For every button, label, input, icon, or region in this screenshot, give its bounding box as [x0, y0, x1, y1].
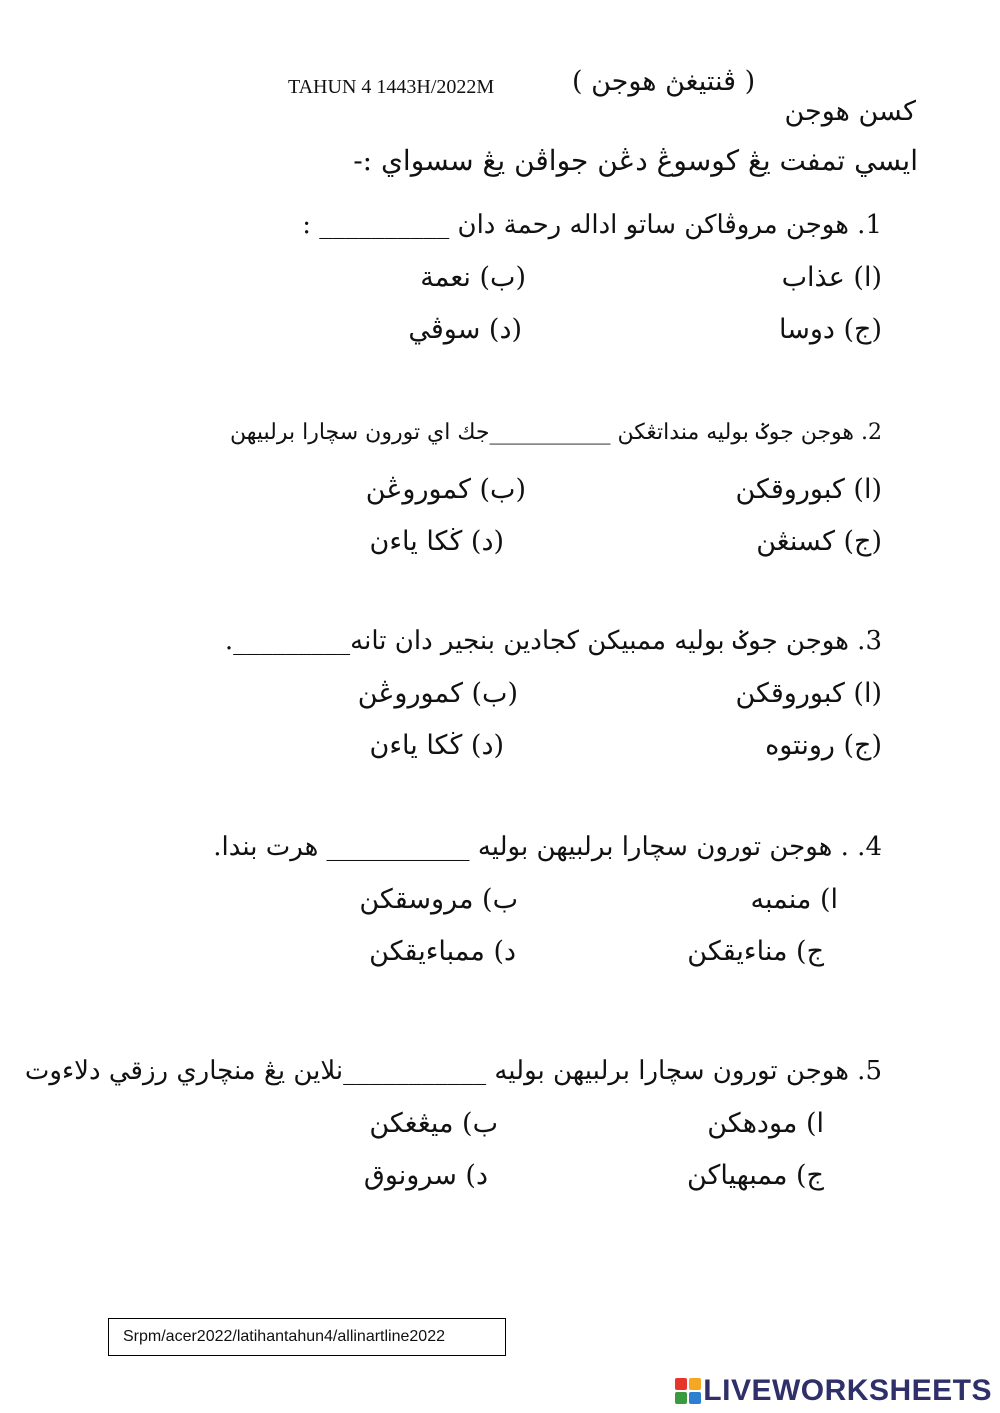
liveworksheets-brand[interactable] — [675, 1374, 992, 1408]
question-5-text: 5. هوجن تورون سچارا برلبيهن بوليه ___________نلاين يڠ منچاري رزقي دلاءوت — [24, 1056, 882, 1086]
class-year-label: TAHUN 4 1443H/2022M — [288, 76, 495, 98]
question-4-option-d[interactable]: د) ممباءيقكن — [369, 936, 516, 967]
question-3-option-c[interactable]: (ج) رونتوه — [765, 730, 882, 761]
question-1-option-d[interactable]: (د) سوڤي — [408, 314, 522, 345]
question-4-option-c[interactable]: ج) مناءيقكن — [687, 936, 824, 967]
question-4-option-a[interactable]: ا) منمبه — [750, 884, 838, 915]
question-2-option-b[interactable]: (ب) كموروڠن — [365, 474, 526, 505]
question-2-option-a[interactable]: (ا) كبوروقكن — [735, 474, 882, 505]
question-1-option-c[interactable]: (ج) دوسا — [779, 314, 882, 345]
question-4-text: 4. . هوجن تورون سچارا برلبيهن بوليه ___________ هرت بندا. — [213, 832, 882, 862]
subject-label: كسن هوجن — [784, 96, 916, 127]
question-2-option-d[interactable]: (د) ڬكا ياءن — [369, 526, 504, 557]
question-1-option-a[interactable]: (ا) عذاب — [781, 262, 882, 293]
question-3-text: 3. هوجن جوݢ بوليه ممبيكن كجادين بنجير دان تانه_________. — [224, 626, 882, 656]
question-1-text: 1. هوجن مروڤاكن ساتو اداله رحمة دان __________ : — [302, 210, 882, 240]
question-4-option-b[interactable]: ب) مروسقكن — [359, 884, 518, 915]
question-2-option-c[interactable]: (ج) كسنڠن — [756, 526, 882, 557]
question-3-option-d[interactable]: (د) ڬكا ياءن — [369, 730, 504, 761]
reference-box — [108, 1318, 506, 1356]
question-5-option-c[interactable]: ج) ممبهياكن — [687, 1160, 824, 1191]
question-5-option-a[interactable]: ا) مودهكن — [707, 1108, 824, 1139]
reference-text: Srpm/acer2022/latihantahun4/allinartline2022 — [123, 1328, 445, 1345]
question-2-text: 2. هوجن جوݢ بوليه منداتڠكن ___________جك اي تورون سچارا برلبيهن — [229, 420, 882, 445]
question-1-option-b[interactable]: (ب) نعمة — [420, 262, 526, 293]
liveworksheets-logo-icon — [675, 1378, 701, 1404]
worksheet-title: ( ڤنتيغڽ هوجن ) — [572, 66, 756, 97]
question-5-option-b[interactable]: ب) ميڠغكن — [369, 1108, 498, 1139]
question-3-option-a[interactable]: (ا) كبوروقكن — [735, 678, 882, 709]
brand-name: LIVEWORKSHEETS — [703, 1374, 992, 1407]
question-3-option-b[interactable]: (ب) كموروڠن — [357, 678, 518, 709]
instruction-text: ايسي تمفت يڠ كوسوڠ دڠن جواڤن يڠ سسواي :- — [353, 144, 918, 177]
question-5-option-d[interactable]: د) سرونوق — [363, 1160, 488, 1191]
